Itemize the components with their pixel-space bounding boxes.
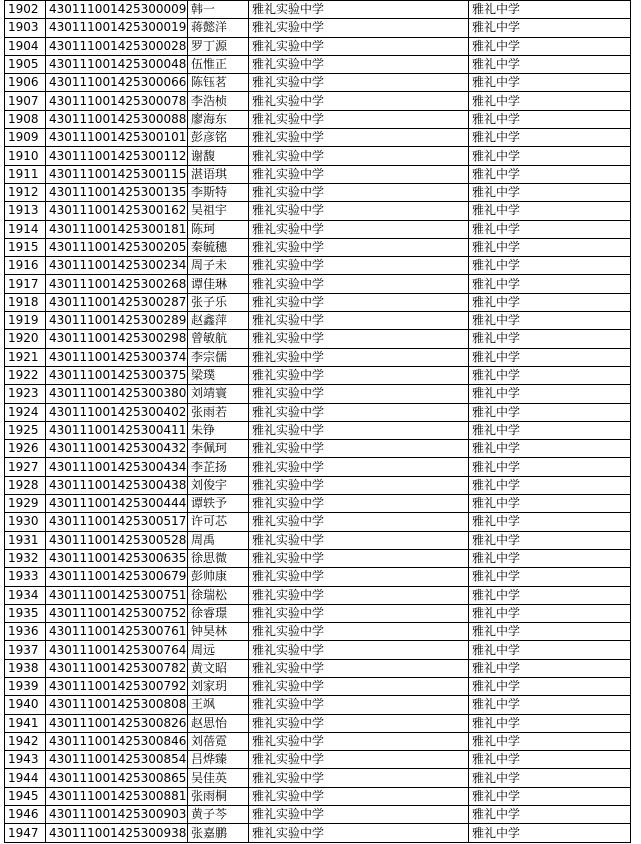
table-row <box>5 92 631 110</box>
candidate-id-cell: 430111001425300181 <box>46 220 188 238</box>
school-cell: 雅礼实验中学 <box>249 147 469 165</box>
candidate-id-cell: 430111001425300112 <box>46 147 188 165</box>
school-cell: 雅礼实验中学 <box>249 348 469 366</box>
admitted-school-cell: 雅礼中学 <box>469 220 631 238</box>
student-name-cell: 彭帅康 <box>188 568 249 586</box>
admitted-school-cell: 雅礼中学 <box>469 440 631 458</box>
candidate-id-cell: 430111001425300761 <box>46 623 188 641</box>
sequence-number-cell: 1933 <box>5 568 46 586</box>
sequence-number-cell: 1924 <box>5 403 46 421</box>
school-cell: 雅礼实验中学 <box>249 806 469 824</box>
school-cell: 雅礼实验中学 <box>249 476 469 494</box>
school-cell: 雅礼实验中学 <box>249 238 469 256</box>
school-cell: 雅礼实验中学 <box>249 330 469 348</box>
admitted-school-cell: 雅礼中学 <box>469 476 631 494</box>
school-cell: 雅礼实验中学 <box>249 74 469 92</box>
sequence-number-cell: 1907 <box>5 92 46 110</box>
table-row <box>5 806 631 824</box>
admitted-school-cell: 雅礼中学 <box>469 238 631 256</box>
table-row <box>5 348 631 366</box>
school-cell: 雅礼实验中学 <box>249 421 469 439</box>
admitted-school-cell: 雅礼中学 <box>469 55 631 73</box>
admitted-school-cell: 雅礼中学 <box>469 293 631 311</box>
admitted-school-cell: 雅礼中学 <box>469 787 631 805</box>
table-row <box>5 385 631 403</box>
table-row <box>5 19 631 37</box>
table-row <box>5 37 631 55</box>
candidate-id-cell: 430111001425300854 <box>46 751 188 769</box>
sequence-number-cell: 1922 <box>5 366 46 384</box>
sequence-number-cell: 1902 <box>5 1 46 19</box>
sequence-number-cell: 1937 <box>5 641 46 659</box>
table-row <box>5 366 631 384</box>
candidate-id-cell: 430111001425300380 <box>46 385 188 403</box>
candidate-id-cell: 430111001425300205 <box>46 238 188 256</box>
table-row <box>5 74 631 92</box>
roster-table <box>4 0 631 843</box>
candidate-id-cell: 430111001425300679 <box>46 568 188 586</box>
sequence-number-cell: 1938 <box>5 659 46 677</box>
admitted-school-cell: 雅礼中学 <box>469 623 631 641</box>
student-name-cell: 周禹 <box>188 531 249 549</box>
candidate-id-cell: 430111001425300101 <box>46 129 188 147</box>
sequence-number-cell: 1943 <box>5 751 46 769</box>
sequence-number-cell: 1935 <box>5 604 46 622</box>
school-cell: 雅礼实验中学 <box>249 92 469 110</box>
sequence-number-cell: 1940 <box>5 696 46 714</box>
table-row <box>5 476 631 494</box>
sequence-number-cell: 1919 <box>5 312 46 330</box>
candidate-id-cell: 430111001425300411 <box>46 421 188 439</box>
school-cell: 雅礼实验中学 <box>249 641 469 659</box>
admitted-school-cell: 雅礼中学 <box>469 165 631 183</box>
student-name-cell: 徐思微 <box>188 549 249 567</box>
table-row <box>5 165 631 183</box>
table-row <box>5 623 631 641</box>
student-name-cell: 曾敏航 <box>188 330 249 348</box>
school-cell: 雅礼实验中学 <box>249 37 469 55</box>
candidate-id-cell: 430111001425300028 <box>46 37 188 55</box>
candidate-id-cell: 430111001425300782 <box>46 659 188 677</box>
admitted-school-cell: 雅礼中学 <box>469 348 631 366</box>
sequence-number-cell: 1911 <box>5 165 46 183</box>
sequence-number-cell: 1939 <box>5 677 46 695</box>
table-row <box>5 568 631 586</box>
table-row <box>5 513 631 531</box>
sequence-number-cell: 1925 <box>5 421 46 439</box>
candidate-id-cell: 430111001425300298 <box>46 330 188 348</box>
student-name-cell: 彭彦铭 <box>188 129 249 147</box>
candidate-id-cell: 430111001425300374 <box>46 348 188 366</box>
admitted-school-cell: 雅礼中学 <box>469 732 631 750</box>
admitted-school-cell: 雅礼中学 <box>469 257 631 275</box>
candidate-id-cell: 430111001425300234 <box>46 257 188 275</box>
table-row <box>5 220 631 238</box>
student-name-cell: 李宗儒 <box>188 348 249 366</box>
school-cell: 雅礼实验中学 <box>249 458 469 476</box>
school-cell: 雅礼实验中学 <box>249 1 469 19</box>
school-cell: 雅礼实验中学 <box>249 110 469 128</box>
candidate-id-cell: 430111001425300162 <box>46 202 188 220</box>
student-name-cell: 廖海东 <box>188 110 249 128</box>
student-name-cell: 刘俊宇 <box>188 476 249 494</box>
student-name-cell: 谭佳琳 <box>188 275 249 293</box>
sequence-number-cell: 1905 <box>5 55 46 73</box>
school-cell: 雅礼实验中学 <box>249 513 469 531</box>
student-name-cell: 谭轶予 <box>188 495 249 513</box>
school-cell: 雅礼实验中学 <box>249 769 469 787</box>
admitted-school-cell: 雅礼中学 <box>469 604 631 622</box>
student-name-cell: 谢馥 <box>188 147 249 165</box>
student-name-cell: 陈钰茗 <box>188 74 249 92</box>
table-row <box>5 202 631 220</box>
student-name-cell: 湛语琪 <box>188 165 249 183</box>
school-cell: 雅礼实验中学 <box>249 531 469 549</box>
sequence-number-cell: 1928 <box>5 476 46 494</box>
student-name-cell: 赵鑫萍 <box>188 312 249 330</box>
sequence-number-cell: 1913 <box>5 202 46 220</box>
sequence-number-cell: 1917 <box>5 275 46 293</box>
table-row <box>5 110 631 128</box>
school-cell: 雅礼实验中学 <box>249 366 469 384</box>
candidate-id-cell: 430111001425300808 <box>46 696 188 714</box>
admitted-school-cell: 雅礼中学 <box>469 677 631 695</box>
sequence-number-cell: 1903 <box>5 19 46 37</box>
sequence-number-cell: 1923 <box>5 385 46 403</box>
sequence-number-cell: 1936 <box>5 623 46 641</box>
candidate-id-cell: 430111001425300938 <box>46 824 188 842</box>
table-row <box>5 531 631 549</box>
sequence-number-cell: 1918 <box>5 293 46 311</box>
school-cell: 雅礼实验中学 <box>249 696 469 714</box>
school-cell: 雅礼实验中学 <box>249 440 469 458</box>
student-name-cell: 伍惟正 <box>188 55 249 73</box>
candidate-id-cell: 430111001425300078 <box>46 92 188 110</box>
school-cell: 雅礼实验中学 <box>249 183 469 201</box>
sequence-number-cell: 1915 <box>5 238 46 256</box>
admitted-school-cell: 雅礼中学 <box>469 659 631 677</box>
sequence-number-cell: 1931 <box>5 531 46 549</box>
school-cell: 雅礼实验中学 <box>249 275 469 293</box>
table-row <box>5 55 631 73</box>
table-row <box>5 458 631 476</box>
sequence-number-cell: 1926 <box>5 440 46 458</box>
student-name-cell: 张嘉鹏 <box>188 824 249 842</box>
candidate-id-cell: 430111001425300088 <box>46 110 188 128</box>
student-name-cell: 张雨若 <box>188 403 249 421</box>
table-row <box>5 293 631 311</box>
admitted-school-cell: 雅礼中学 <box>469 275 631 293</box>
school-cell: 雅礼实验中学 <box>249 257 469 275</box>
school-cell: 雅礼实验中学 <box>249 495 469 513</box>
table-row <box>5 824 631 842</box>
candidate-id-cell: 430111001425300287 <box>46 293 188 311</box>
admitted-school-cell: 雅礼中学 <box>469 330 631 348</box>
sequence-number-cell: 1921 <box>5 348 46 366</box>
student-name-cell: 王飒 <box>188 696 249 714</box>
sequence-number-cell: 1932 <box>5 549 46 567</box>
candidate-id-cell: 430111001425300019 <box>46 19 188 37</box>
admitted-school-cell: 雅礼中学 <box>469 641 631 659</box>
sequence-number-cell: 1930 <box>5 513 46 531</box>
admitted-school-cell: 雅礼中学 <box>469 74 631 92</box>
admitted-school-cell: 雅礼中学 <box>469 586 631 604</box>
candidate-id-cell: 430111001425300846 <box>46 732 188 750</box>
table-row <box>5 677 631 695</box>
candidate-id-cell: 430111001425300402 <box>46 403 188 421</box>
candidate-id-cell: 430111001425300432 <box>46 440 188 458</box>
school-cell: 雅礼实验中学 <box>249 129 469 147</box>
admitted-school-cell: 雅礼中学 <box>469 769 631 787</box>
table-row <box>5 1 631 19</box>
sequence-number-cell: 1912 <box>5 183 46 201</box>
school-cell: 雅礼实验中学 <box>249 19 469 37</box>
student-name-cell: 钟昊林 <box>188 623 249 641</box>
admitted-school-cell: 雅礼中学 <box>469 37 631 55</box>
admitted-school-cell: 雅礼中学 <box>469 1 631 19</box>
candidate-id-cell: 430111001425300517 <box>46 513 188 531</box>
sequence-number-cell: 1914 <box>5 220 46 238</box>
student-name-cell: 刘蓓霓 <box>188 732 249 750</box>
table-row <box>5 495 631 513</box>
sequence-number-cell: 1947 <box>5 824 46 842</box>
sequence-number-cell: 1944 <box>5 769 46 787</box>
admitted-school-cell: 雅礼中学 <box>469 147 631 165</box>
student-name-cell: 吕烨臻 <box>188 751 249 769</box>
candidate-id-cell: 430111001425300066 <box>46 74 188 92</box>
school-cell: 雅礼实验中学 <box>249 714 469 732</box>
table-row <box>5 714 631 732</box>
candidate-id-cell: 430111001425300115 <box>46 165 188 183</box>
student-name-cell: 徐瑞松 <box>188 586 249 604</box>
sequence-number-cell: 1908 <box>5 110 46 128</box>
school-cell: 雅礼实验中学 <box>249 787 469 805</box>
admitted-school-cell: 雅礼中学 <box>469 110 631 128</box>
student-name-cell: 李佩珂 <box>188 440 249 458</box>
sequence-number-cell: 1927 <box>5 458 46 476</box>
school-cell: 雅礼实验中学 <box>249 403 469 421</box>
candidate-id-cell: 430111001425300268 <box>46 275 188 293</box>
admitted-school-cell: 雅礼中学 <box>469 549 631 567</box>
sequence-number-cell: 1910 <box>5 147 46 165</box>
student-name-cell: 刘靖寰 <box>188 385 249 403</box>
admitted-school-cell: 雅礼中学 <box>469 202 631 220</box>
school-cell: 雅礼实验中学 <box>249 824 469 842</box>
student-name-cell: 黄子芩 <box>188 806 249 824</box>
table-row <box>5 586 631 604</box>
sequence-number-cell: 1909 <box>5 129 46 147</box>
student-name-cell: 李斯特 <box>188 183 249 201</box>
sequence-number-cell: 1946 <box>5 806 46 824</box>
table-row <box>5 787 631 805</box>
table-row <box>5 129 631 147</box>
table-row <box>5 641 631 659</box>
student-name-cell: 张子乐 <box>188 293 249 311</box>
candidate-id-cell: 430111001425300826 <box>46 714 188 732</box>
roster-table-body <box>5 1 631 843</box>
table-row <box>5 440 631 458</box>
admitted-school-cell: 雅礼中学 <box>469 312 631 330</box>
table-row <box>5 183 631 201</box>
table-row <box>5 238 631 256</box>
school-cell: 雅礼实验中学 <box>249 751 469 769</box>
sequence-number-cell: 1934 <box>5 586 46 604</box>
candidate-id-cell: 430111001425300375 <box>46 366 188 384</box>
sequence-number-cell: 1929 <box>5 495 46 513</box>
admitted-school-cell: 雅礼中学 <box>469 696 631 714</box>
candidate-id-cell: 430111001425300009 <box>46 1 188 19</box>
candidate-id-cell: 430111001425300048 <box>46 55 188 73</box>
student-name-cell: 吴佳英 <box>188 769 249 787</box>
student-name-cell: 罗丁源 <box>188 37 249 55</box>
table-row <box>5 732 631 750</box>
admitted-school-cell: 雅礼中学 <box>469 751 631 769</box>
student-name-cell: 张雨桐 <box>188 787 249 805</box>
school-cell: 雅礼实验中学 <box>249 55 469 73</box>
candidate-id-cell: 430111001425300528 <box>46 531 188 549</box>
school-cell: 雅礼实验中学 <box>249 293 469 311</box>
sequence-number-cell: 1904 <box>5 37 46 55</box>
admitted-school-cell: 雅礼中学 <box>469 714 631 732</box>
admitted-school-cell: 雅礼中学 <box>469 531 631 549</box>
student-name-cell: 朱铮 <box>188 421 249 439</box>
sequence-number-cell: 1941 <box>5 714 46 732</box>
sequence-number-cell: 1906 <box>5 74 46 92</box>
table-row <box>5 257 631 275</box>
school-cell: 雅礼实验中学 <box>249 165 469 183</box>
sequence-number-cell: 1916 <box>5 257 46 275</box>
admitted-school-cell: 雅礼中学 <box>469 19 631 37</box>
admitted-school-cell: 雅礼中学 <box>469 385 631 403</box>
student-name-cell: 徐睿璟 <box>188 604 249 622</box>
admitted-school-cell: 雅礼中学 <box>469 421 631 439</box>
candidate-id-cell: 430111001425300135 <box>46 183 188 201</box>
table-row <box>5 751 631 769</box>
school-cell: 雅礼实验中学 <box>249 659 469 677</box>
school-cell: 雅礼实验中学 <box>249 220 469 238</box>
student-name-cell: 周子未 <box>188 257 249 275</box>
student-name-cell: 李芷扬 <box>188 458 249 476</box>
admitted-school-cell: 雅礼中学 <box>469 458 631 476</box>
student-name-cell: 周远 <box>188 641 249 659</box>
admitted-school-cell: 雅礼中学 <box>469 568 631 586</box>
table-row <box>5 147 631 165</box>
admitted-school-cell: 雅礼中学 <box>469 366 631 384</box>
student-name-cell: 刘家玥 <box>188 677 249 695</box>
table-row <box>5 604 631 622</box>
school-cell: 雅礼实验中学 <box>249 586 469 604</box>
admitted-school-cell: 雅礼中学 <box>469 513 631 531</box>
candidate-id-cell: 430111001425300438 <box>46 476 188 494</box>
candidate-id-cell: 430111001425300289 <box>46 312 188 330</box>
school-cell: 雅礼实验中学 <box>249 732 469 750</box>
student-name-cell: 陈珂 <box>188 220 249 238</box>
student-name-cell: 许可芯 <box>188 513 249 531</box>
admitted-school-cell: 雅礼中学 <box>469 183 631 201</box>
school-cell: 雅礼实验中学 <box>249 568 469 586</box>
school-cell: 雅礼实验中学 <box>249 623 469 641</box>
admitted-school-cell: 雅礼中学 <box>469 403 631 421</box>
student-name-cell: 赵思怡 <box>188 714 249 732</box>
admitted-school-cell: 雅礼中学 <box>469 92 631 110</box>
table-row <box>5 696 631 714</box>
candidate-id-cell: 430111001425300903 <box>46 806 188 824</box>
sequence-number-cell: 1945 <box>5 787 46 805</box>
candidate-id-cell: 430111001425300792 <box>46 677 188 695</box>
candidate-id-cell: 430111001425300751 <box>46 586 188 604</box>
table-row <box>5 312 631 330</box>
table-row <box>5 330 631 348</box>
admitted-school-cell: 雅礼中学 <box>469 806 631 824</box>
student-name-cell: 韩一 <box>188 1 249 19</box>
student-name-cell: 梁璞 <box>188 366 249 384</box>
candidate-id-cell: 430111001425300444 <box>46 495 188 513</box>
student-name-cell: 吴祖宇 <box>188 202 249 220</box>
table-row <box>5 659 631 677</box>
admitted-school-cell: 雅礼中学 <box>469 495 631 513</box>
candidate-id-cell: 430111001425300764 <box>46 641 188 659</box>
candidate-id-cell: 430111001425300434 <box>46 458 188 476</box>
candidate-id-cell: 430111001425300881 <box>46 787 188 805</box>
student-name-cell: 蒋懿洋 <box>188 19 249 37</box>
student-name-cell: 李浩桢 <box>188 92 249 110</box>
table-row <box>5 403 631 421</box>
candidate-id-cell: 430111001425300752 <box>46 604 188 622</box>
school-cell: 雅礼实验中学 <box>249 604 469 622</box>
table-row <box>5 421 631 439</box>
table-row <box>5 769 631 787</box>
sequence-number-cell: 1920 <box>5 330 46 348</box>
school-cell: 雅礼实验中学 <box>249 677 469 695</box>
admitted-school-cell: 雅礼中学 <box>469 129 631 147</box>
student-name-cell: 黄文昭 <box>188 659 249 677</box>
school-cell: 雅礼实验中学 <box>249 312 469 330</box>
school-cell: 雅礼实验中学 <box>249 549 469 567</box>
student-name-cell: 秦毓穗 <box>188 238 249 256</box>
school-cell: 雅礼实验中学 <box>249 385 469 403</box>
admitted-school-cell: 雅礼中学 <box>469 824 631 842</box>
table-row <box>5 549 631 567</box>
candidate-id-cell: 430111001425300865 <box>46 769 188 787</box>
candidate-id-cell: 430111001425300635 <box>46 549 188 567</box>
sequence-number-cell: 1942 <box>5 732 46 750</box>
school-cell: 雅礼实验中学 <box>249 202 469 220</box>
table-row <box>5 275 631 293</box>
